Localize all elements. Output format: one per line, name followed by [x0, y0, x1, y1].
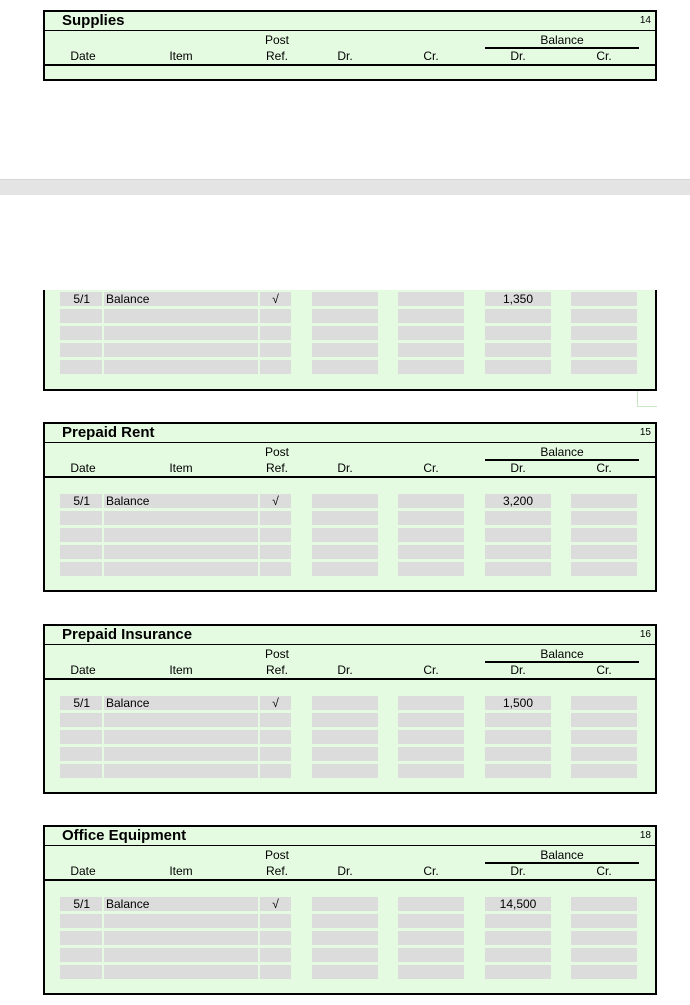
empty-post-ref-cell[interactable] — [260, 528, 291, 542]
empty-dr-cell[interactable] — [312, 948, 378, 962]
empty-dr-cell[interactable] — [312, 931, 378, 945]
header-balance-cr: Cr. — [596, 461, 612, 475]
page-edge-mark — [637, 391, 657, 407]
empty-date-cell[interactable] — [60, 360, 102, 374]
empty-cr-cell[interactable] — [398, 545, 464, 559]
header-balance-dr: Dr. — [510, 663, 526, 677]
header-dr: Dr. — [337, 663, 353, 677]
empty-cr-cell[interactable] — [398, 528, 464, 542]
header-post: Post — [264, 33, 289, 47]
empty-cr-cell[interactable] — [398, 730, 464, 744]
empty-dr-cell[interactable] — [312, 326, 378, 340]
entry-item[interactable]: Balance — [104, 696, 258, 710]
empty-post-ref-cell[interactable] — [260, 914, 291, 928]
empty-dr-cell[interactable] — [312, 309, 378, 323]
empty-balance-cr-cell[interactable] — [571, 511, 637, 525]
header-date: Date — [70, 461, 96, 475]
header-ref: Ref. — [265, 461, 288, 475]
empty-balance-cr-cell[interactable] — [571, 528, 637, 542]
account-number: 16 — [639, 629, 651, 640]
header-cr: Cr. — [423, 864, 439, 878]
empty-item-cell[interactable] — [104, 343, 258, 357]
header-divider — [45, 476, 655, 478]
empty-item-cell[interactable] — [104, 309, 258, 323]
empty-item-cell[interactable] — [104, 326, 258, 340]
empty-item-cell[interactable] — [104, 730, 258, 744]
entry-balance-cr[interactable] — [571, 292, 637, 306]
entry-cr[interactable] — [398, 897, 464, 911]
empty-cr-cell[interactable] — [398, 914, 464, 928]
account-number: 15 — [639, 427, 651, 438]
entry-post-ref[interactable]: √ — [260, 494, 291, 508]
entry-dr[interactable] — [312, 696, 378, 710]
header-balance: Balance — [540, 445, 584, 459]
header-divider — [45, 678, 655, 680]
empty-dr-cell[interactable] — [312, 730, 378, 744]
empty-dr-cell[interactable] — [312, 764, 378, 778]
empty-cr-cell[interactable] — [398, 965, 464, 979]
empty-item-cell[interactable] — [104, 914, 258, 928]
header-date: Date — [70, 49, 96, 63]
empty-post-ref-cell[interactable] — [260, 764, 291, 778]
empty-post-ref-cell[interactable] — [260, 326, 291, 340]
account-number: 18 — [639, 830, 651, 841]
empty-cr-cell[interactable] — [398, 764, 464, 778]
header-ref: Ref. — [265, 49, 288, 63]
ledger-title-row — [45, 827, 655, 846]
empty-dr-cell[interactable] — [312, 545, 378, 559]
empty-post-ref-cell[interactable] — [260, 747, 291, 761]
empty-balance-dr-cell[interactable] — [485, 326, 551, 340]
header-ref: Ref. — [265, 864, 288, 878]
empty-balance-dr-cell[interactable] — [485, 309, 551, 323]
header-item: Item — [169, 864, 193, 878]
empty-cr-cell[interactable] — [398, 360, 464, 374]
entry-post-ref[interactable]: √ — [260, 292, 291, 306]
empty-item-cell[interactable] — [104, 511, 258, 525]
empty-balance-dr-cell[interactable] — [485, 730, 551, 744]
empty-post-ref-cell[interactable] — [260, 511, 291, 525]
account-title: Prepaid Rent — [62, 424, 155, 441]
empty-date-cell[interactable] — [60, 309, 102, 323]
header-divider — [45, 64, 655, 66]
header-date: Date — [70, 864, 96, 878]
entry-balance-dr[interactable]: 3,200 — [485, 494, 551, 508]
empty-balance-dr-cell[interactable] — [485, 511, 551, 525]
ledger-office-equipment — [43, 825, 657, 995]
empty-date-cell[interactable] — [60, 713, 102, 727]
empty-balance-dr-cell[interactable] — [485, 545, 551, 559]
empty-post-ref-cell[interactable] — [260, 948, 291, 962]
empty-dr-cell[interactable] — [312, 914, 378, 928]
empty-balance-dr-cell[interactable] — [485, 764, 551, 778]
account-title: Supplies — [62, 12, 125, 29]
empty-item-cell[interactable] — [104, 948, 258, 962]
ledger-supplies-header — [43, 10, 657, 81]
header-post: Post — [264, 647, 289, 661]
empty-item-cell[interactable] — [104, 965, 258, 979]
empty-item-cell[interactable] — [104, 931, 258, 945]
entry-balance-dr[interactable]: 1,500 — [485, 696, 551, 710]
header-balance-cr: Cr. — [596, 663, 612, 677]
entry-balance-cr[interactable] — [571, 897, 637, 911]
empty-dr-cell[interactable] — [312, 528, 378, 542]
empty-balance-dr-cell[interactable] — [485, 965, 551, 979]
account-number: 14 — [639, 15, 651, 26]
entry-post-ref[interactable]: √ — [260, 696, 291, 710]
empty-dr-cell[interactable] — [312, 747, 378, 761]
empty-date-cell[interactable] — [60, 948, 102, 962]
entry-balance-cr[interactable] — [571, 494, 637, 508]
empty-date-cell[interactable] — [60, 343, 102, 357]
header-dr: Dr. — [337, 461, 353, 475]
empty-balance-cr-cell[interactable] — [571, 713, 637, 727]
entry-date[interactable]: 5/1 — [60, 292, 102, 306]
empty-post-ref-cell[interactable] — [260, 343, 291, 357]
entry-dr[interactable] — [312, 292, 378, 306]
ledger-title-row — [45, 626, 655, 645]
ledger-title-row — [45, 12, 655, 31]
entry-dr[interactable] — [312, 897, 378, 911]
account-title: Prepaid Insurance — [62, 626, 193, 643]
empty-date-cell[interactable] — [60, 914, 102, 928]
empty-balance-dr-cell[interactable] — [485, 914, 551, 928]
empty-date-cell[interactable] — [60, 730, 102, 744]
empty-cr-cell[interactable] — [398, 511, 464, 525]
empty-cr-cell[interactable] — [398, 747, 464, 761]
entry-dr[interactable] — [312, 494, 378, 508]
empty-item-cell[interactable] — [104, 528, 258, 542]
empty-post-ref-cell[interactable] — [260, 545, 291, 559]
header-date: Date — [70, 663, 96, 677]
entry-date[interactable]: 5/1 — [60, 696, 102, 710]
header-balance-dr: Dr. — [510, 49, 526, 63]
empty-balance-cr-cell[interactable] — [571, 326, 637, 340]
empty-item-cell[interactable] — [104, 764, 258, 778]
empty-balance-dr-cell[interactable] — [485, 343, 551, 357]
empty-date-cell[interactable] — [60, 545, 102, 559]
empty-post-ref-cell[interactable] — [260, 965, 291, 979]
empty-balance-cr-cell[interactable] — [571, 965, 637, 979]
empty-balance-cr-cell[interactable] — [571, 730, 637, 744]
empty-item-cell[interactable] — [104, 562, 258, 576]
entry-post-ref[interactable]: √ — [260, 897, 291, 911]
header-balance: Balance — [540, 647, 584, 661]
empty-post-ref-cell[interactable] — [260, 730, 291, 744]
header-dr: Dr. — [337, 49, 353, 63]
empty-date-cell[interactable] — [60, 511, 102, 525]
empty-balance-cr-cell[interactable] — [571, 914, 637, 928]
header-cr: Cr. — [423, 663, 439, 677]
empty-balance-dr-cell[interactable] — [485, 747, 551, 761]
page-break — [0, 179, 690, 195]
header-balance-cr: Cr. — [596, 864, 612, 878]
empty-balance-cr-cell[interactable] — [571, 562, 637, 576]
empty-balance-dr-cell[interactable] — [485, 713, 551, 727]
header-item: Item — [169, 461, 193, 475]
empty-post-ref-cell[interactable] — [260, 562, 291, 576]
header-balance-cr: Cr. — [596, 49, 612, 63]
empty-dr-cell[interactable] — [312, 965, 378, 979]
empty-cr-cell[interactable] — [398, 562, 464, 576]
header-item: Item — [169, 49, 193, 63]
empty-date-cell[interactable] — [60, 764, 102, 778]
empty-balance-dr-cell[interactable] — [485, 948, 551, 962]
empty-balance-cr-cell[interactable] — [571, 948, 637, 962]
empty-dr-cell[interactable] — [312, 562, 378, 576]
header-balance: Balance — [540, 33, 584, 47]
header-balance-dr: Dr. — [510, 461, 526, 475]
empty-post-ref-cell[interactable] — [260, 931, 291, 945]
empty-item-cell[interactable] — [104, 545, 258, 559]
empty-post-ref-cell[interactable] — [260, 360, 291, 374]
ledger-prepaid-insurance — [43, 624, 657, 794]
empty-dr-cell[interactable] — [312, 360, 378, 374]
empty-balance-dr-cell[interactable] — [485, 528, 551, 542]
empty-dr-cell[interactable] — [312, 511, 378, 525]
empty-cr-cell[interactable] — [398, 326, 464, 340]
entry-item[interactable]: Balance — [104, 897, 258, 911]
empty-date-cell[interactable] — [60, 931, 102, 945]
header-divider — [45, 879, 655, 881]
header-post: Post — [264, 445, 289, 459]
empty-item-cell[interactable] — [104, 360, 258, 374]
header-balance: Balance — [540, 848, 584, 862]
entry-date[interactable]: 5/1 — [60, 897, 102, 911]
empty-post-ref-cell[interactable] — [260, 713, 291, 727]
ledger-prepaid-rent — [43, 422, 657, 592]
entry-balance-dr[interactable]: 1,350 — [485, 292, 551, 306]
entry-item[interactable]: Balance — [104, 494, 258, 508]
empty-dr-cell[interactable] — [312, 343, 378, 357]
empty-balance-cr-cell[interactable] — [571, 747, 637, 761]
empty-item-cell[interactable] — [104, 747, 258, 761]
header-cr: Cr. — [423, 49, 439, 63]
header-balance-dr: Dr. — [510, 864, 526, 878]
empty-date-cell[interactable] — [60, 528, 102, 542]
ledger-title-row — [45, 424, 655, 443]
entry-date[interactable]: 5/1 — [60, 494, 102, 508]
entry-item[interactable]: Balance — [104, 292, 258, 306]
empty-cr-cell[interactable] — [398, 713, 464, 727]
entry-balance-cr[interactable] — [571, 696, 637, 710]
entry-balance-dr[interactable]: 14,500 — [485, 897, 551, 911]
ledger-supplies-continued — [43, 290, 657, 391]
header-cr: Cr. — [423, 461, 439, 475]
header-ref: Ref. — [265, 663, 288, 677]
header-dr: Dr. — [337, 864, 353, 878]
entry-cr[interactable] — [398, 292, 464, 306]
empty-balance-dr-cell[interactable] — [485, 562, 551, 576]
empty-balance-cr-cell[interactable] — [571, 343, 637, 357]
header-item: Item — [169, 663, 193, 677]
empty-date-cell[interactable] — [60, 965, 102, 979]
empty-post-ref-cell[interactable] — [260, 309, 291, 323]
empty-cr-cell[interactable] — [398, 931, 464, 945]
empty-date-cell[interactable] — [60, 562, 102, 576]
empty-balance-cr-cell[interactable] — [571, 931, 637, 945]
empty-balance-cr-cell[interactable] — [571, 545, 637, 559]
empty-date-cell[interactable] — [60, 747, 102, 761]
empty-date-cell[interactable] — [60, 326, 102, 340]
header-post: Post — [264, 848, 289, 862]
empty-dr-cell[interactable] — [312, 713, 378, 727]
empty-balance-cr-cell[interactable] — [571, 764, 637, 778]
entry-cr[interactable] — [398, 494, 464, 508]
entry-cr[interactable] — [398, 696, 464, 710]
empty-balance-dr-cell[interactable] — [485, 360, 551, 374]
empty-balance-dr-cell[interactable] — [485, 931, 551, 945]
empty-cr-cell[interactable] — [398, 343, 464, 357]
empty-balance-cr-cell[interactable] — [571, 309, 637, 323]
empty-cr-cell[interactable] — [398, 948, 464, 962]
empty-balance-cr-cell[interactable] — [571, 360, 637, 374]
empty-item-cell[interactable] — [104, 713, 258, 727]
empty-cr-cell[interactable] — [398, 309, 464, 323]
account-title: Office Equipment — [62, 827, 187, 844]
